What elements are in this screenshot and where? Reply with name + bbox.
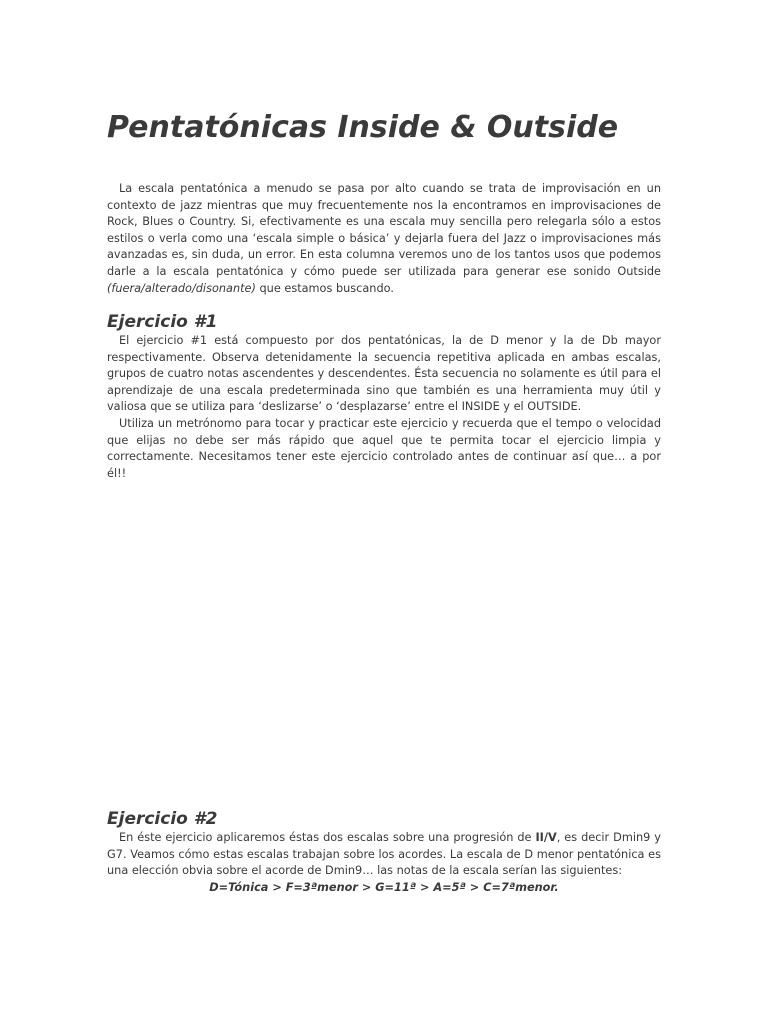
ejercicio-2-text-start: En éste ejercicio aplicaremos éstas dos escalas sobre una progresión de: [119, 831, 536, 844]
intro-text: La escala pentatónica a menudo se pasa por alto cuando se trata de improvisación en un contexto de jazz mientras que muy frecuentemente nos la encontramos en improvisaciones de Rock, Blues o Country. Si, efectivamente es una escala muy sencilla pero relegarla sólo a estos estilos o verla como una ‘escala simple o básica’ y dejarla fuera del Jazz o improvisaciones más avanzadas es, sin duda, un error. En esta columna veremos uno de los tantos usos que podemos darle a la escala pentatónica y cómo puede ser utilizada para generar ese sonido Outside: [107, 182, 661, 278]
progression-label: II/V: [535, 831, 557, 844]
intro-paragraph: [107, 181, 661, 297]
page-title: Pentatónicas Inside & Outside: [107, 110, 619, 145]
ejercicio-2-text-end: , es decir Dmin9 y G7. Veamos cómo estas escalas trabajan sobre los acordes. La escala de D menor pentatónica es una elección obvia sobre el acorde de Dmin9… las notas de la escala serían las siguientes:: [107, 831, 661, 878]
scale-notes-formula: D=Tónica > F=3ªmenor > G=11ª > A=5ª > C=7ªmenor.: [209, 880, 559, 894]
ejercicio-1-paragraph-1: El ejercicio #1 está compuesto por dos pentatónicas, la de D menor y la de Db mayor respectivamente. Observa detenidamente la secuencia repetitiva aplicada en ambas escalas, grupos de cuatro notas ascendentes y descendentes. Ésta secuencia no solamente es útil para el aprendizaje de una escala predeterminada sino que también es una herramienta muy útil y valiosa que se utiliza para ‘deslizarse’ o ‘desplazarse’ entre el INSIDE y el OUTSIDE.: [107, 334, 661, 414]
document-page: [107, 0, 661, 1024]
ejercicio-2-body: [107, 830, 661, 896]
ejercicio-1-paragraph-2: Utiliza un metrónomo para tocar y practicar este ejercicio y recuerda que el tempo o velocidad que elijas no debe ser más rápido que aquel que te permita tocar el ejercicio limpia y correctamente. Necesitamos tener este ejercicio controlado antes de continuar así que… a por él!!: [107, 416, 661, 480]
intro-tail-text: que estamos buscando.: [255, 281, 394, 295]
ejercicio-1-body: [107, 333, 661, 482]
intro-italic-text: (fuera/alterado/disonante): [107, 281, 256, 295]
ejercicio-1-heading: Ejercicio #1: [107, 312, 218, 332]
ejercicio-2-heading: Ejercicio #2: [107, 809, 218, 829]
ejercicio-2-paragraph-1: [107, 830, 661, 880]
